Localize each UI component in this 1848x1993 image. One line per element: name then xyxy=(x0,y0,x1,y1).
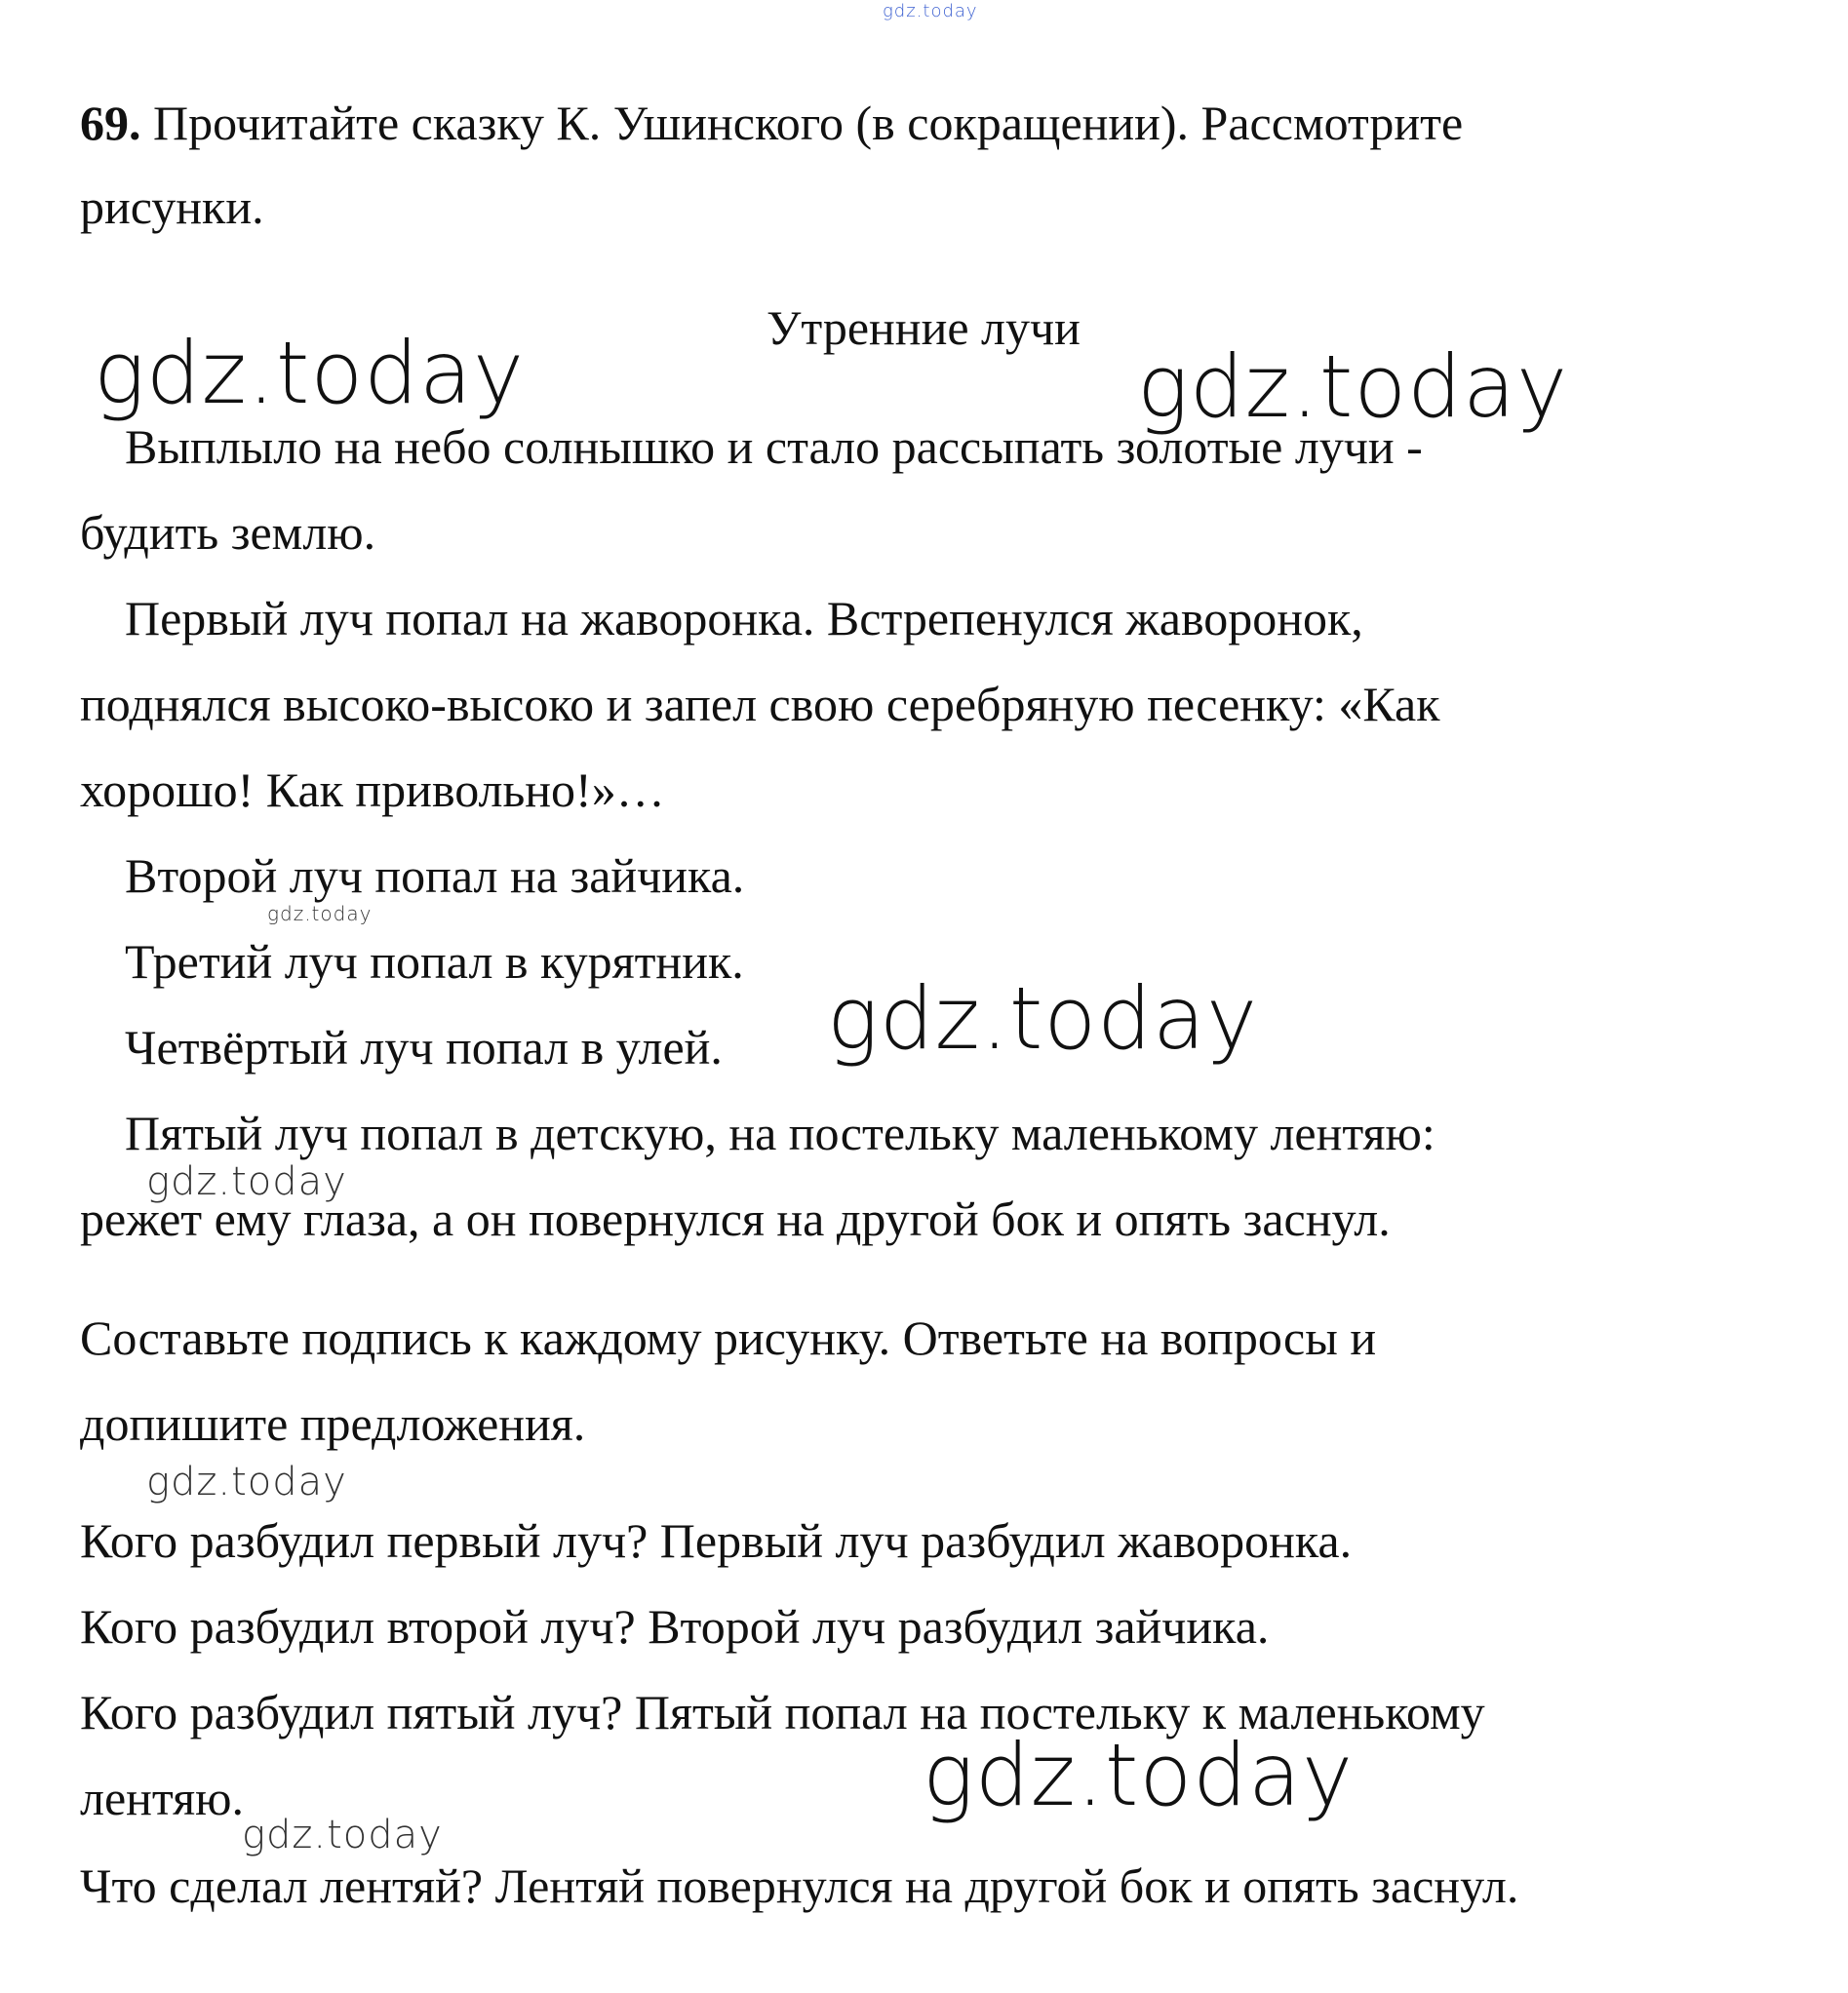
story-line-8: Четвёртый луч попал в улей. xyxy=(125,1020,723,1075)
story-line-4: поднялся высоко-высоко и запел свою серебряную песенку: «Как xyxy=(80,677,1440,731)
answer-line-5: Что сделал лентяй? Лентяй повернулся на другой бок и опять заснул. xyxy=(80,1858,1519,1913)
exercise-instruction-text: Прочитайте сказку К. Ушинского (в сокращении). Рассмотрите xyxy=(153,96,1464,150)
exercise-instruction-line2: рисунки. xyxy=(80,179,264,234)
watermark-medium-2: gdz.today xyxy=(146,1460,347,1505)
story-line-6: Второй луч попал на зайчика. xyxy=(125,848,745,903)
answer-line-2: Кого разбудил второй луч? Второй луч разбудил зайчика. xyxy=(80,1599,1270,1654)
story-line-1: Выплыло на небо солнышко и стало рассыпать золотые лучи - xyxy=(125,419,1423,474)
task-line-1: Составьте подпись к каждому рисунку. Ответьте на вопросы и xyxy=(80,1310,1377,1365)
watermark-small-1: gdz.today xyxy=(267,902,373,925)
watermark-large-1: gdz.today xyxy=(94,323,526,423)
story-title: Утренние лучи xyxy=(767,300,1081,355)
story-line-3: Первый луч попал на жаворонка. Встрепенулся жаворонок, xyxy=(125,591,1363,645)
story-line-5: хорошо! Как привольно!»… xyxy=(80,762,665,817)
watermark-large-4: gdz.today xyxy=(923,1725,1355,1825)
watermark-large-3: gdz.today xyxy=(827,968,1259,1069)
answer-line-1: Кого разбудил первый луч? Первый луч разбудил жаворонка. xyxy=(80,1513,1353,1568)
watermark-medium-3: gdz.today xyxy=(242,1813,443,1857)
story-line-10: режет ему глаза, а он повернулся на другой бок и опять заснул. xyxy=(80,1192,1391,1246)
exercise-number: 69. xyxy=(80,96,141,150)
watermark-top: gdz.today xyxy=(883,1,978,21)
story-line-2: будить землю. xyxy=(80,505,376,560)
answer-line-4: лентяю. xyxy=(80,1771,244,1825)
exercise-instruction-line1 xyxy=(80,94,1463,152)
watermark-medium-1: gdz.today xyxy=(146,1159,347,1204)
answer-line-3: Кого разбудил пятый луч? Пятый попал на постельку к маленькому xyxy=(80,1685,1485,1739)
task-line-2: допишите предложения. xyxy=(80,1396,586,1451)
story-line-7: Третий луч попал в курятник. xyxy=(125,934,744,989)
watermark-large-2: gdz.today xyxy=(1137,336,1569,437)
story-line-9: Пятый луч попал в детскую, на постельку маленькому лентяю: xyxy=(125,1106,1435,1160)
